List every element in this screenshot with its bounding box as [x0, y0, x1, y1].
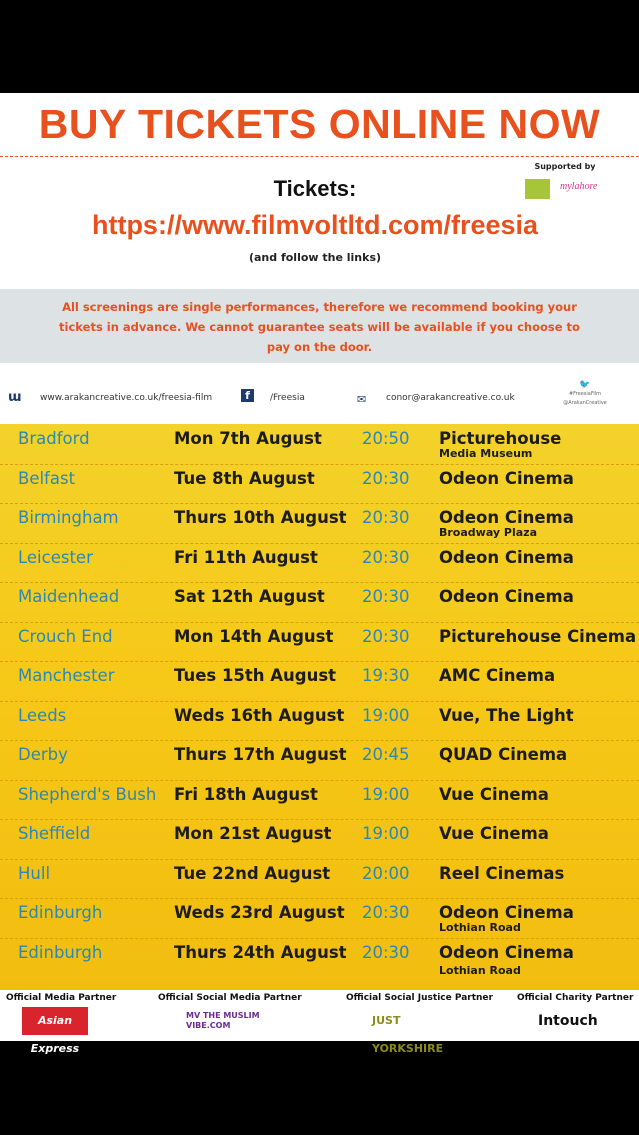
- date: Thurs 24th August: [174, 942, 347, 962]
- mail-icon: ✉: [357, 393, 367, 406]
- partner-label: Official Social Media Partner: [158, 993, 302, 1003]
- venue: AMC Cinema: [439, 666, 556, 685]
- time: 20:50: [362, 429, 410, 448]
- partner-logo: Intouch: [538, 1013, 598, 1029]
- city: Belfast: [18, 468, 76, 488]
- time: 20:30: [362, 587, 410, 606]
- time: 20:30: [362, 547, 410, 567]
- partners-bar: [0, 990, 639, 1055]
- table-row: [0, 701, 639, 742]
- supported-by-label: Supported by: [534, 162, 596, 171]
- date: Fri 18th August: [174, 784, 318, 804]
- time: 20:30: [362, 903, 410, 922]
- venue: Odeon Cinema: [439, 942, 574, 962]
- table-row: [0, 661, 639, 702]
- website-link[interactable]: www.arakancreative.co.uk/freesia-film: [40, 393, 213, 403]
- divider: [0, 156, 639, 157]
- facebook-link[interactable]: /Freesia: [270, 393, 305, 403]
- screenings-table: [0, 424, 639, 990]
- table-row: [0, 938, 639, 990]
- partner-label: Official Media Partner: [6, 993, 117, 1003]
- table-row: [0, 740, 639, 781]
- date: Mon 7th August: [174, 429, 322, 448]
- venue-sub: Lothian Road: [439, 963, 521, 977]
- follow-note: (and follow the links): [248, 251, 382, 264]
- date: Mon 21st August: [174, 824, 332, 843]
- time: 20:30: [362, 508, 410, 527]
- city: Edinburgh: [18, 903, 103, 922]
- date: Thurs 17th August: [174, 745, 347, 764]
- tickets-label: Tickets:: [273, 176, 357, 201]
- date: Weds 16th August: [174, 705, 345, 725]
- date: Tue 8th August: [174, 468, 315, 488]
- date: Weds 23rd August: [174, 903, 345, 922]
- city: Crouch End: [18, 626, 113, 646]
- time: 20:30: [362, 942, 410, 962]
- table-row: [0, 898, 639, 939]
- twitter-block: [555, 381, 615, 408]
- city: Leicester: [18, 547, 93, 567]
- partner-label: Official Charity Partner: [517, 993, 634, 1003]
- table-row: [0, 503, 639, 544]
- venue: Odeon Cinema: [439, 903, 574, 922]
- city: Derby: [18, 745, 68, 764]
- venue: QUAD Cinema: [439, 745, 568, 764]
- partner-logo: JUST YORKSHIRE: [372, 1014, 444, 1055]
- table-row: [0, 780, 639, 821]
- partner-logo: Asian Express: [22, 1007, 88, 1035]
- venue: Odeon Cinema: [439, 508, 574, 527]
- date: Tues 15th August: [174, 666, 337, 685]
- venue-sub: Lothian Road: [439, 921, 521, 934]
- time: 20:30: [362, 468, 410, 488]
- venue: Picturehouse: [439, 429, 562, 448]
- time: 19:00: [362, 824, 410, 843]
- facebook-icon: f: [241, 389, 254, 402]
- city: Hull: [18, 863, 51, 883]
- date: Tue 22nd August: [174, 863, 331, 883]
- city: Maidenhead: [18, 587, 120, 606]
- table-row: [0, 424, 639, 465]
- date: Mon 14th August: [174, 626, 334, 646]
- city: Leeds: [18, 705, 67, 725]
- venue-sub: Broadway Plaza: [439, 526, 537, 539]
- city: Bradford: [18, 429, 90, 448]
- city: Birmingham: [18, 508, 119, 527]
- date: Sat 12th August: [174, 587, 325, 606]
- table-row: [0, 543, 639, 584]
- time: 19:00: [362, 705, 410, 725]
- venue: Reel Cinemas: [439, 863, 565, 883]
- time: 19:30: [362, 666, 410, 685]
- time: 19:00: [362, 784, 410, 804]
- notice-text: All screenings are single performances, therefore we recommend booking your tickets in advance. We cannot guarantee seats will be available if you choose to pay on the door.: [59, 300, 580, 354]
- table-row: [0, 819, 639, 860]
- city: Sheffield: [18, 824, 91, 843]
- headline: BUY TICKETS ONLINE NOW: [38, 101, 601, 147]
- supporter-logo: mylahore: [560, 181, 598, 192]
- table-row: [0, 859, 639, 900]
- venue: Vue, The Light: [439, 705, 574, 725]
- notice-panel: [0, 289, 639, 363]
- time: 20:45: [362, 745, 410, 764]
- table-row: [0, 622, 639, 663]
- website-icon: ɯ: [8, 390, 22, 405]
- time: 20:30: [362, 626, 410, 646]
- city: Shepherd's Bush: [18, 784, 157, 804]
- date: Fri 11th August: [174, 547, 318, 567]
- table-row: [0, 464, 639, 505]
- tickets-link[interactable]: https://www.filmvoltltd.com/freesia: [91, 210, 539, 240]
- twitter-handle: @ArakanCreative: [563, 400, 607, 406]
- poster: [0, 93, 639, 1055]
- twitter-icon: 🐦: [579, 380, 591, 390]
- venue-sub: Media Museum: [439, 447, 533, 460]
- table-row: [0, 582, 639, 623]
- venue: Vue Cinema: [439, 784, 549, 804]
- partner-label: Official Social Justice Partner: [346, 993, 493, 1003]
- venue: Odeon Cinema: [439, 587, 574, 606]
- city: Edinburgh: [18, 942, 103, 962]
- venue: Odeon Cinema: [439, 547, 574, 567]
- venue: Odeon Cinema: [439, 468, 574, 488]
- twitter-hashtag: #FreesiaFilm: [568, 391, 602, 397]
- contact-bar: [0, 373, 639, 419]
- time: 20:00: [362, 863, 410, 883]
- email-link[interactable]: conor@arakancreative.co.uk: [386, 393, 515, 403]
- venue: Vue Cinema: [439, 824, 549, 843]
- venue: Picturehouse Cinema: [439, 626, 637, 646]
- partner-logo: MV THE MUSLIM VIBE.COM: [186, 1011, 260, 1030]
- city: Manchester: [18, 666, 115, 685]
- date: Thurs 10th August: [174, 508, 347, 527]
